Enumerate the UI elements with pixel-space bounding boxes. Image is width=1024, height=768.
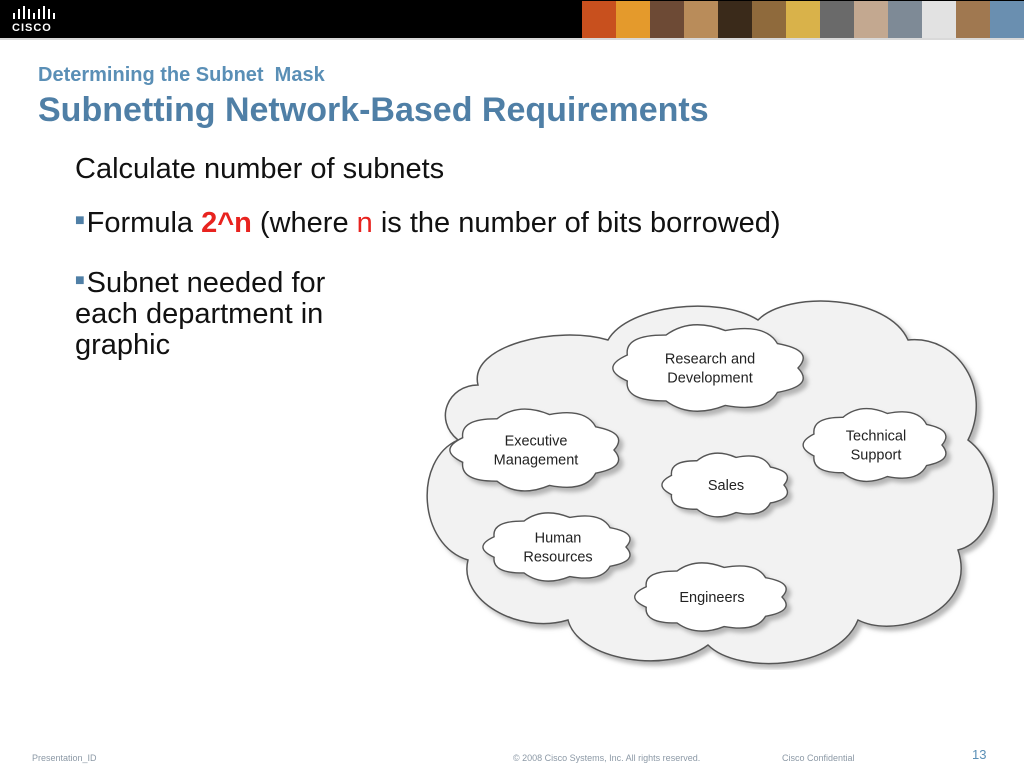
header-photo-tile: [684, 1, 718, 38]
header-photo-tile: [786, 1, 820, 38]
header-bar: [0, 0, 1024, 40]
header-photo-tile: [616, 1, 650, 38]
header-photo-tile: [582, 1, 616, 38]
header-photo-tile: [650, 1, 684, 38]
header-photo-tile: [820, 1, 854, 38]
body-line-departments: [75, 265, 395, 361]
slide-title: Subnetting Network-Based Requirements: [38, 91, 709, 129]
formula-variable: n: [356, 207, 373, 239]
header-photo-tile: [718, 1, 752, 38]
body-line-formula: [75, 205, 781, 239]
department-label: Management: [493, 452, 579, 469]
photo-strip: [582, 1, 1024, 38]
formula-suffix: is the number of bits borrowed): [372, 207, 781, 239]
header-photo-tile: [922, 1, 956, 38]
department-label: Executive: [504, 433, 568, 450]
formula-prefix: Formula: [86, 207, 202, 239]
department-label: Research and: [664, 351, 756, 368]
header-photo-tile: [888, 1, 922, 38]
department-label: Human: [534, 530, 582, 547]
square-bullet-icon: ■: [75, 212, 85, 229]
department-label: Engineers: [679, 590, 745, 606]
slide-subtitle: Determining the Subnet Mask: [38, 64, 325, 86]
body-line-subnets: Calculate number of subnets: [75, 153, 445, 185]
header-photo-tile: [854, 1, 888, 38]
header-photo-tile: [752, 1, 786, 38]
department-label: Support: [850, 447, 902, 464]
header-photo-tile: [956, 1, 990, 38]
departments-text: Subnet needed for each department in graphic: [75, 267, 326, 361]
footer-copyright: © 2008 Cisco Systems, Inc. All rights reserved.: [513, 753, 701, 763]
department-label: Resources: [523, 549, 593, 566]
cisco-bars-icon: [10, 4, 70, 22]
department-label: Development: [667, 370, 753, 387]
department-label: Technical: [845, 428, 907, 445]
network-cloud-diagram: [418, 290, 998, 670]
page-number: 13: [972, 747, 987, 762]
department-label: Sales: [707, 478, 745, 494]
formula-mid: (where: [251, 207, 357, 239]
logo-wordmark: CISCO: [12, 22, 52, 34]
footer-presentation-id: Presentation_ID: [32, 753, 97, 763]
header-photo-tile: [990, 1, 1024, 38]
formula-value: 2^n: [201, 207, 252, 239]
square-bullet-icon: ■: [75, 272, 85, 289]
cisco-logo: [10, 4, 70, 34]
footer-confidential: Cisco Confidential: [782, 753, 855, 763]
